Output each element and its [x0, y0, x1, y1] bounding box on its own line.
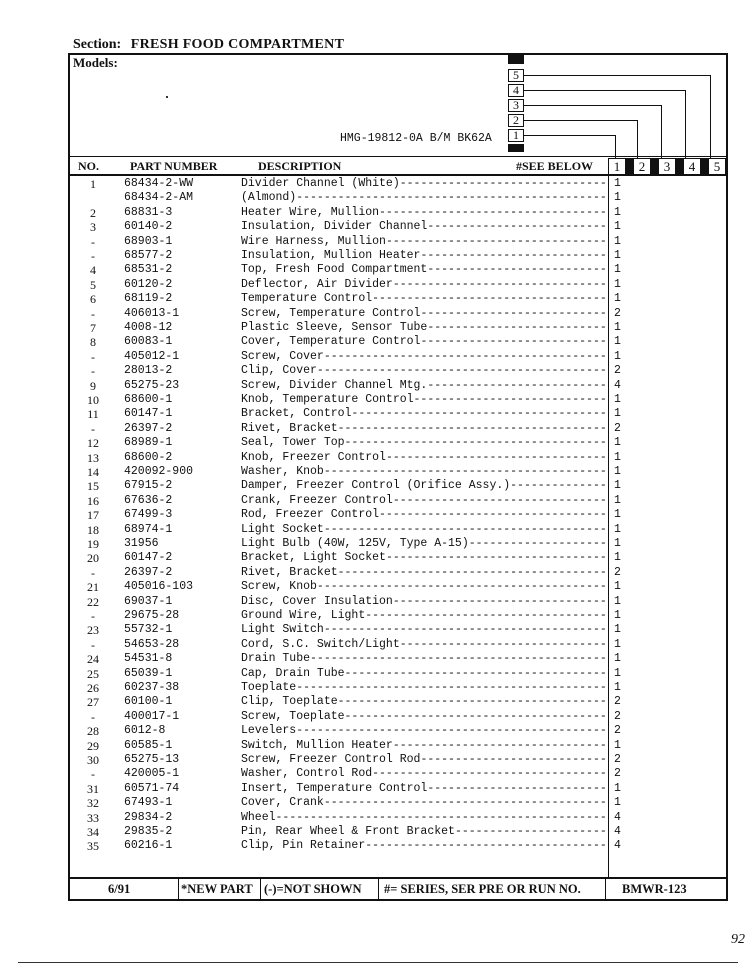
part-description: Knob, Temperature Control -----	[241, 393, 608, 407]
part-number: 4008-12	[124, 321, 173, 334]
footer-new-part: *NEW PART	[181, 882, 253, 896]
item-number: 11	[87, 407, 99, 422]
item-number: 19	[87, 537, 99, 551]
col-description: DESCRIPTION	[258, 159, 342, 173]
part-number: 405016-103	[124, 580, 194, 594]
part-description: Rivet, Bracket -----	[241, 566, 608, 580]
part-number: 68577-2	[124, 249, 173, 262]
part-description: Insert, Temperature Control -----	[241, 782, 608, 796]
part-description: Light Socket -----	[241, 523, 608, 537]
quantity: 1	[614, 508, 621, 522]
footer-series-note: #= SERIES, SER PRE OR RUN NO.	[384, 882, 581, 896]
quantity: 4	[614, 825, 621, 838]
series-box-2: 2	[508, 114, 524, 127]
quantity: 1	[614, 796, 621, 810]
part-number: 406013-1	[124, 306, 180, 320]
part-description: Insulation, Mullion Heater -----	[241, 249, 608, 263]
quantity: 1	[614, 436, 621, 450]
footer-date: 6/91	[108, 882, 131, 896]
item-number: -	[91, 306, 95, 321]
part-number: 60100-1	[124, 695, 173, 709]
quantity: 4	[614, 839, 621, 853]
part-description: Pin, Rear Wheel & Front Bracket -----	[241, 825, 608, 839]
quantity: 1	[614, 205, 621, 219]
item-number: -	[91, 349, 95, 364]
quantity: 1	[614, 493, 621, 507]
quantity: 1	[614, 321, 621, 334]
part-description: Screw, Divider Channel Mtg. -----	[241, 379, 608, 393]
part-description: Clip, Toeplate -----	[241, 695, 608, 709]
part-number: 60571-74	[124, 781, 180, 795]
item-number: 16	[87, 493, 99, 508]
part-number: 67499-3	[124, 508, 173, 522]
part-number: 60216-1	[124, 839, 173, 853]
quantity: 1	[614, 407, 621, 421]
part-number: 65275-13	[124, 753, 180, 766]
quantity: 2	[614, 306, 621, 320]
part-number: 26397-2	[124, 421, 173, 435]
item-number: 34	[87, 825, 99, 839]
part-number: 68831-3	[124, 205, 173, 219]
part-number: 31956	[124, 537, 159, 550]
col-series-3: 3	[658, 158, 676, 175]
part-number: 67915-2	[124, 479, 173, 493]
part-number: 68119-2	[124, 292, 173, 306]
section-header	[73, 37, 344, 53]
part-number: 69037-1	[124, 594, 173, 608]
quantity: 2	[614, 565, 621, 579]
quantity: 1	[614, 234, 621, 248]
quantity: 2	[614, 695, 621, 709]
part-description: Rivet, Bracket -----	[241, 422, 608, 436]
model-code: HMG-19812-0A B/M BK62A	[340, 132, 492, 145]
bracket-line-3h	[524, 105, 661, 106]
part-description: Light Bulb (40W, 125V, Type A-15) -----	[241, 537, 608, 551]
part-number: 420005-1	[124, 767, 180, 781]
col-series-5: 5	[708, 158, 726, 175]
item-number: 14	[87, 465, 99, 479]
part-number: 60147-1	[124, 407, 173, 421]
part-description: Drain Tube -----	[241, 652, 608, 666]
part-description: Disc, Cover Insulation -----	[241, 595, 608, 609]
col-series-divider	[701, 158, 708, 175]
bracket-line-5h	[524, 75, 710, 76]
part-number: 60120-2	[124, 277, 173, 291]
header-divider-bottom	[69, 174, 727, 176]
quantity: 1	[614, 450, 621, 464]
item-number: 24	[87, 652, 99, 667]
item-number: 3	[90, 220, 96, 235]
item-number: -	[91, 421, 95, 436]
quantity: 1	[614, 263, 621, 277]
part-number: 54653-28	[124, 637, 180, 651]
part-number: 405012-1	[124, 349, 180, 363]
col-series-divider	[651, 158, 658, 175]
quantity: 2	[614, 724, 621, 738]
bracket-line-1v	[615, 135, 616, 158]
item-number: 2	[90, 205, 96, 220]
part-description: Switch, Mullion Heater -----	[241, 739, 608, 753]
part-number: 29675-28	[124, 609, 180, 622]
quantity: 1	[614, 637, 621, 651]
footer-code: BMWR-123	[622, 882, 687, 896]
part-number: 67493-1	[124, 796, 173, 810]
section-title: FRESH FOOD COMPARTMENT	[130, 37, 345, 52]
bracket-line-4v	[685, 90, 686, 158]
col-see-below: #SEE BELOW	[516, 159, 594, 173]
part-number: 29834-2	[124, 810, 173, 824]
part-number: 65275-23	[124, 378, 180, 392]
quantity: 1	[614, 623, 621, 637]
part-number: 60140-2	[124, 220, 173, 234]
part-description: Knob, Freezer Control -----	[241, 451, 608, 465]
footer-not-shown: (-)=NOT SHOWN	[264, 882, 362, 896]
item-number: 12	[87, 436, 99, 451]
col-part-number: PART NUMBER	[130, 159, 218, 173]
item-number: 28	[87, 724, 99, 739]
part-description: Temperature Control -----	[241, 292, 608, 306]
quantity: 1	[614, 191, 621, 205]
quantity: 1	[614, 594, 621, 608]
part-description: Bracket, Control -----	[241, 407, 608, 421]
part-description: Top, Fresh Food Compartment -----	[241, 263, 608, 277]
quantity: 1	[614, 177, 621, 190]
col-series-2: 2	[633, 158, 651, 175]
part-number: 60083-1	[124, 335, 173, 349]
item-number: 25	[87, 666, 99, 681]
part-description: (Almond) -----	[241, 191, 608, 205]
quantity: 1	[614, 681, 621, 694]
item-number: -	[91, 767, 95, 782]
item-number: 15	[87, 479, 99, 494]
quantity: 2	[614, 421, 621, 435]
col-no: NO.	[78, 159, 99, 173]
quantity: 1	[614, 738, 621, 752]
item-number: 8	[90, 335, 96, 350]
part-description: Seal, Tower Top -----	[241, 436, 608, 450]
item-number: -	[91, 234, 95, 249]
col-series-1: 1	[608, 158, 626, 175]
part-number: 68434-2-WW	[124, 177, 194, 190]
part-description: Levelers -----	[241, 724, 608, 738]
part-description: Clip, Cover -----	[241, 364, 608, 378]
item-number: 9	[90, 378, 96, 393]
part-description: Wire Harness, Mullion -----	[241, 235, 608, 249]
item-number: -	[91, 609, 95, 623]
quantity: 1	[614, 292, 621, 306]
part-description: Toeplate -----	[241, 681, 608, 695]
quantity: 1	[614, 551, 621, 565]
part-description: Cover, Temperature Control -----	[241, 335, 608, 349]
part-description: Screw, Freezer Control Rod -----	[241, 753, 608, 767]
quantity: 4	[614, 378, 621, 392]
series-box-3: 3	[508, 99, 524, 112]
bottom-rule	[18, 962, 738, 963]
item-number: -	[91, 364, 95, 379]
bracket-line-1h	[524, 135, 615, 136]
part-number: 60147-2	[124, 551, 173, 565]
quantity: 4	[614, 810, 621, 824]
quantity: 2	[614, 767, 621, 781]
quantity: 1	[614, 349, 621, 363]
handwritten-page-number: 92	[731, 932, 745, 947]
part-description: Ground Wire, Light -----	[241, 609, 608, 623]
footer-separator	[378, 879, 379, 899]
item-number: 17	[87, 508, 99, 523]
quantity: 1	[614, 609, 621, 622]
part-number: 68600-2	[124, 450, 173, 464]
item-number: 18	[87, 522, 99, 537]
item-number: 20	[87, 551, 99, 566]
footer-separator	[605, 879, 606, 899]
footer-separator	[178, 879, 179, 899]
item-number: 30	[87, 753, 99, 767]
part-number: 54531-8	[124, 652, 173, 666]
col-series-4: 4	[683, 158, 701, 175]
quantity: 1	[614, 580, 621, 594]
item-number: 21	[87, 580, 99, 595]
quantity: 1	[614, 249, 621, 262]
series-box-5: 5	[508, 69, 524, 82]
footer-divider	[69, 877, 727, 879]
quantity: 2	[614, 364, 621, 378]
part-description: Screw, Toeplate -----	[241, 710, 608, 724]
quantity: 2	[614, 753, 621, 766]
part-number: 420092-900	[124, 465, 194, 478]
item-number: 35	[87, 839, 99, 854]
col-series-divider	[626, 158, 633, 175]
series-box-top	[508, 55, 524, 64]
part-number: 68989-1	[124, 436, 173, 450]
speck	[166, 96, 168, 98]
quantity: 1	[614, 277, 621, 291]
item-number: -	[91, 709, 95, 724]
series-box-bottom	[508, 144, 524, 152]
series-box-1: 1	[508, 129, 524, 142]
item-number: -	[91, 565, 95, 580]
bracket-line-4h	[524, 90, 685, 91]
quantity: 1	[614, 522, 621, 536]
part-description: Crank, Freezer Control -----	[241, 494, 608, 508]
part-number: 29835-2	[124, 825, 173, 838]
item-number: -	[91, 637, 95, 652]
item-number: 4	[90, 263, 96, 278]
quantity: 1	[614, 537, 621, 550]
part-number: 68600-1	[124, 393, 173, 406]
quantity: 1	[614, 666, 621, 680]
quantity: 1	[614, 335, 621, 349]
part-number: 26397-2	[124, 565, 173, 579]
part-number: 68434-2-AM	[124, 191, 194, 205]
part-description: Cord, S.C. Switch/Light -----	[241, 638, 608, 652]
part-number: 68903-1	[124, 234, 173, 248]
item-number: -	[91, 249, 95, 263]
item-number: 27	[87, 695, 99, 710]
part-number: 60237-38	[124, 681, 180, 694]
part-description: Cap, Drain Tube -----	[241, 667, 608, 681]
part-description: Rod, Freezer Control -----	[241, 508, 608, 522]
item-number: 7	[90, 321, 96, 335]
part-description: Insulation, Divider Channel -----	[241, 220, 608, 234]
part-description: Cover, Crank -----	[241, 796, 608, 810]
bracket-line-5v	[710, 75, 711, 158]
item-number: 1	[90, 177, 96, 191]
quantity: 1	[614, 781, 621, 795]
bracket-line-2v	[637, 120, 638, 158]
item-number: 13	[87, 450, 99, 465]
footer-separator	[260, 879, 261, 899]
item-number: 26	[87, 681, 99, 695]
item-number: 33	[87, 810, 99, 825]
item-number: 22	[87, 594, 99, 609]
part-description: Screw, Temperature Control -----	[241, 307, 608, 321]
part-number: 6012-8	[124, 724, 166, 738]
item-number: 6	[90, 292, 96, 307]
part-description: Plastic Sleeve, Sensor Tube -----	[241, 321, 608, 335]
item-number: 23	[87, 623, 99, 638]
quantity: 1	[614, 479, 621, 493]
part-description: Bracket, Light Socket -----	[241, 551, 608, 565]
part-number: 28013-2	[124, 364, 173, 378]
part-description: Light Switch -----	[241, 623, 608, 637]
item-number: 10	[87, 393, 99, 407]
item-number: 32	[87, 796, 99, 811]
item-number: 5	[90, 277, 96, 292]
part-description: Washer, Control Rod -----	[241, 767, 608, 781]
part-number: 68531-2	[124, 263, 173, 277]
part-description: Clip, Pin Retainer -----	[241, 839, 608, 853]
series-box-4: 4	[508, 84, 524, 97]
quantity: 1	[614, 220, 621, 234]
part-description: Screw, Cover -----	[241, 350, 608, 364]
part-description: Screw, Knob -----	[241, 580, 608, 594]
quantity: 1	[614, 465, 621, 478]
part-description: Divider Channel (White) -----	[241, 177, 608, 191]
part-number: 67636-2	[124, 493, 173, 507]
bracket-line-3v	[661, 105, 662, 158]
item-number: 29	[87, 738, 99, 753]
section-label: Section:	[73, 37, 122, 52]
quantity: 2	[614, 709, 621, 723]
part-number: 68974-1	[124, 522, 173, 536]
part-number: 60585-1	[124, 738, 173, 752]
part-number: 55732-1	[124, 623, 173, 637]
col-series-divider	[676, 158, 683, 175]
item-number: 31	[87, 781, 99, 796]
part-description: Damper, Freezer Control (Orifice Assy.) -----	[241, 479, 608, 493]
quantity: 1	[614, 393, 621, 406]
header-divider-top	[69, 156, 727, 157]
qty-column-divider	[608, 158, 609, 877]
part-number: 400017-1	[124, 709, 180, 723]
part-description: Washer, Knob -----	[241, 465, 608, 479]
models-label: Models:	[73, 55, 118, 70]
part-description: Heater Wire, Mullion -----	[241, 206, 608, 220]
quantity: 1	[614, 652, 621, 666]
part-number: 65039-1	[124, 666, 173, 680]
part-description: Deflector, Air Divider -----	[241, 278, 608, 292]
part-description: Wheel -----	[241, 811, 608, 825]
bracket-line-2h	[524, 120, 637, 121]
